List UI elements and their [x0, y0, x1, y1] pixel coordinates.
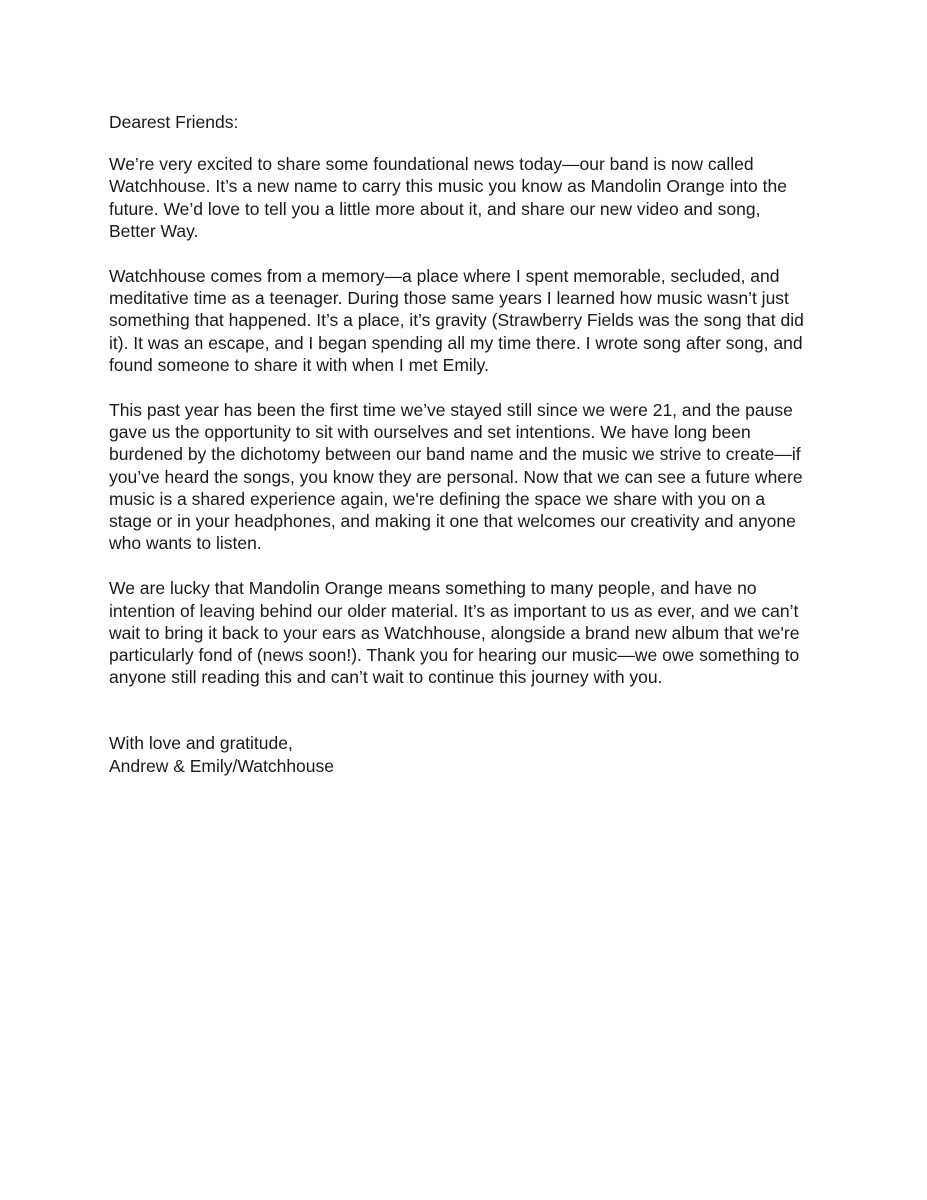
paragraph-line: intention of leaving behind our older material. It’s as important to us as ever, and we can’t: [109, 600, 799, 621]
paragraph-line: music is a shared experience again, we're defining the space we share with you on a: [109, 488, 766, 509]
salutation: Dearest Friends:: [109, 112, 239, 132]
paragraph-line: Better Way.: [109, 220, 199, 241]
paragraph-line: gave us the opportunity to sit with ourselves and set intentions. We have long been: [109, 422, 751, 443]
paragraph-line: something that happened. It’s a place, it’s gravity (Strawberry Fields was the song that did: [109, 310, 804, 331]
paragraph-line: We are lucky that Mandolin Orange means something to many people, and have no: [109, 578, 757, 599]
paragraph-line: found someone to share it with when I met Emily.: [109, 354, 489, 375]
paragraph-origin: [109, 265, 829, 376]
paragraph-line: Watchhouse. It’s a new name to carry this music you know as Mandolin Orange into the: [109, 176, 787, 197]
letter-body: [109, 111, 829, 777]
paragraph-older-material: [109, 577, 829, 688]
paragraph-line: future. We’d love to tell you a little more about it, and share our new video and song,: [109, 198, 761, 219]
paragraph-line: Watchhouse comes from a memory—a place where I spent memorable, secluded, and: [109, 266, 780, 287]
paragraph-line: We’re very excited to share some foundational news today—our band is now called: [109, 154, 754, 175]
closing-line: With love and gratitude,: [109, 733, 293, 754]
letter-closing: [109, 732, 829, 776]
paragraph-new-name: [109, 153, 829, 242]
paragraph-line: it). It was an escape, and I began spending all my time there. I wrote song after song, and: [109, 332, 803, 353]
paragraph-line: This past year has been the first time we’ve stayed still since we were 21, and the pause: [109, 400, 793, 421]
paragraph-intentions: [109, 399, 829, 554]
paragraph-line: who wants to listen.: [109, 533, 262, 554]
paragraph-line: meditative time as a teenager. During those same years I learned how music wasn’t just: [109, 288, 789, 309]
paragraph-line: you’ve heard the songs, you know they are personal. Now that we can see a future where: [109, 466, 803, 487]
paragraph-line: particularly fond of (news soon!). Thank you for hearing our music—we owe something to: [109, 645, 800, 666]
paragraph-line: wait to bring it back to your ears as Watchhouse, alongside a brand new album that we're: [109, 622, 800, 643]
signature: Andrew & Emily/Watchhouse: [109, 755, 334, 776]
paragraph-line: burdened by the dichotomy between our band name and the music we strive to create—if: [109, 444, 801, 465]
paragraph-line: stage or in your headphones, and making it one that welcomes our creativity and anyone: [109, 511, 796, 532]
paragraph-line: anyone still reading this and can’t wait to continue this journey with you.: [109, 667, 663, 688]
